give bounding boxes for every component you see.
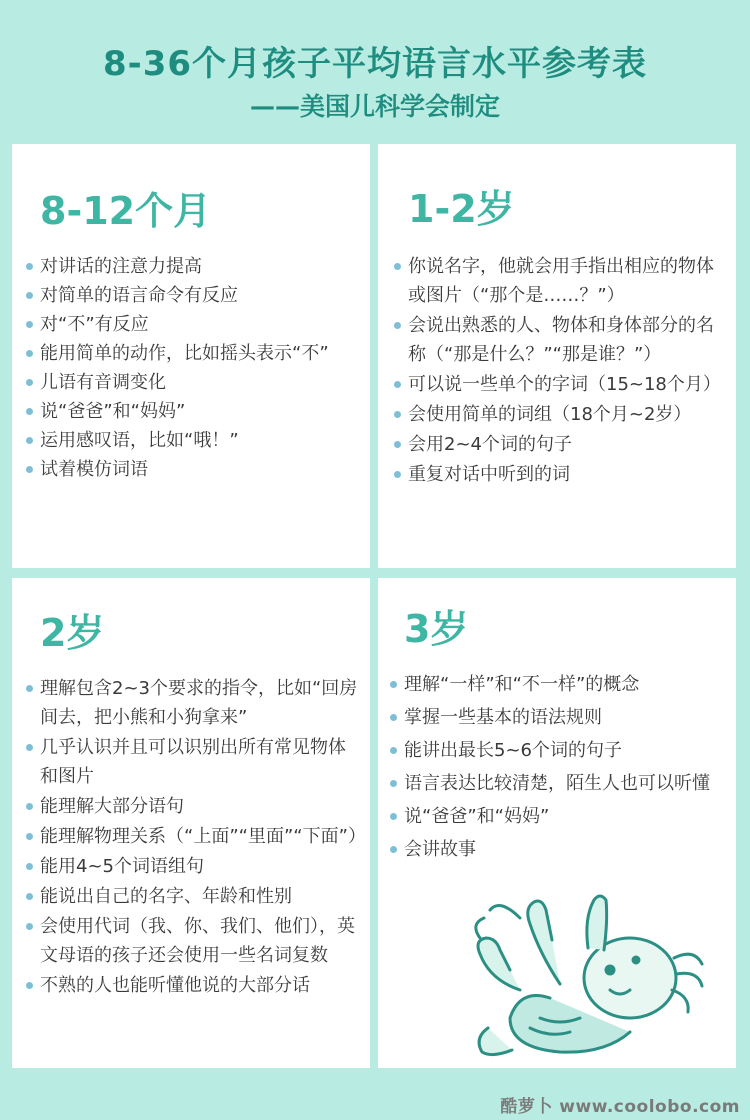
page-title: 8-36个月孩子平均语言水平参考表 bbox=[102, 44, 648, 84]
milestone-list bbox=[390, 668, 726, 866]
bullet-dot-icon bbox=[390, 681, 397, 688]
header bbox=[0, 40, 750, 124]
bullet-dot-icon bbox=[26, 685, 33, 692]
bullet-dot-icon bbox=[26, 292, 33, 299]
card-heading: 1-2岁 bbox=[408, 187, 515, 231]
bullet-dot-icon bbox=[26, 863, 33, 870]
list-item: 你说名字，他就会用手指出相应的物体或图片（“那个是……？”） bbox=[394, 252, 726, 310]
bullet-dot-icon bbox=[26, 437, 33, 444]
bullet-dot-icon bbox=[26, 803, 33, 810]
list-item: 语言表达比较清楚，陌生人也可以听懂 bbox=[390, 767, 726, 800]
list-item: 能理解物理关系（“上面”“里面”“下面”） bbox=[26, 822, 362, 851]
page-subtitle: ——美国儿科学会制定 bbox=[249, 92, 500, 121]
list-item: 能用简单的动作，比如摇头表示“不” bbox=[26, 339, 362, 368]
list-item: 掌握一些基本的语法规则 bbox=[390, 701, 726, 734]
bullet-dot-icon bbox=[26, 321, 33, 328]
list-item: 对“不”有反应 bbox=[26, 310, 362, 339]
list-item: 理解“一样”和“不一样”的概念 bbox=[390, 668, 726, 701]
list-item: 会讲故事 bbox=[390, 833, 726, 866]
milestone-list bbox=[26, 674, 366, 1001]
list-item: 说“爸爸”和“妈妈” bbox=[26, 397, 362, 426]
list-item: 会说出熟悉的人、物体和身体部分的名称（“那是什么？”“那是谁？”） bbox=[394, 311, 726, 369]
list-item: 说“爸爸”和“妈妈” bbox=[390, 800, 726, 833]
bullet-dot-icon bbox=[26, 893, 33, 900]
list-item: 不熟的人也能听懂他说的大部分话 bbox=[26, 971, 362, 1000]
list-item: 儿语有音调变化 bbox=[26, 368, 362, 397]
bullet-dot-icon bbox=[390, 714, 397, 721]
list-item: 对讲话的注意力提高 bbox=[26, 252, 362, 281]
bullet-dot-icon bbox=[390, 813, 397, 820]
card-1-2-years bbox=[378, 144, 736, 568]
milestone-list bbox=[394, 252, 726, 490]
bullet-dot-icon bbox=[394, 471, 401, 478]
list-item: 能讲出最长5~6个词的句子 bbox=[390, 734, 726, 767]
list-item: 可以说一些单个的字词（15~18个月） bbox=[394, 370, 726, 399]
bullet-dot-icon bbox=[390, 846, 397, 853]
card-heading: 3岁 bbox=[404, 607, 469, 651]
bullet-dot-icon bbox=[26, 923, 33, 930]
list-item: 能说出自己的名字、年龄和性别 bbox=[26, 882, 362, 911]
list-item: 会使用简单的词组（18个月~2岁） bbox=[394, 400, 726, 429]
bullet-dot-icon bbox=[394, 322, 401, 329]
bullet-dot-icon bbox=[26, 350, 33, 357]
list-item: 重复对话中听到的词 bbox=[394, 460, 726, 489]
bullet-dot-icon bbox=[26, 263, 33, 270]
list-item: 几乎认识并且可以识别出所有常见物体和图片 bbox=[26, 733, 362, 791]
bullet-dot-icon bbox=[26, 982, 33, 989]
card-3-years bbox=[378, 578, 736, 1068]
list-item: 理解包含2~3个要求的指令，比如“回房间去，把小熊和小狗拿来” bbox=[26, 674, 362, 732]
list-item: 对简单的语言命令有反应 bbox=[26, 281, 362, 310]
list-item: 能理解大部分语句 bbox=[26, 792, 362, 821]
milestone-list bbox=[26, 252, 362, 484]
bullet-dot-icon bbox=[26, 379, 33, 386]
bullet-dot-icon bbox=[390, 780, 397, 787]
card-2-years bbox=[12, 578, 370, 1068]
list-item: 会使用代词（我、你、我们、他们），英文母语的孩子还会使用一些名词复数 bbox=[26, 912, 362, 970]
list-item: 试着模仿词语 bbox=[26, 455, 362, 484]
list-item: 会用2~4个词的句子 bbox=[394, 430, 726, 459]
bullet-dot-icon bbox=[26, 466, 33, 473]
bullet-dot-icon bbox=[394, 441, 401, 448]
card-heading: 8-12个月 bbox=[40, 189, 212, 233]
list-item: 能用4~5个词语组句 bbox=[26, 852, 362, 881]
bullet-dot-icon bbox=[394, 411, 401, 418]
bullet-dot-icon bbox=[26, 408, 33, 415]
bullet-dot-icon bbox=[394, 381, 401, 388]
bullet-dot-icon bbox=[26, 833, 33, 840]
baby-illustration-icon bbox=[460, 878, 710, 1058]
list-item: 运用感叹语，比如“哦！” bbox=[26, 426, 362, 455]
card-8-12-months bbox=[12, 144, 370, 568]
watermark: 酷萝卜 www.coolobo.com bbox=[500, 1097, 740, 1117]
bullet-dot-icon bbox=[26, 744, 33, 751]
card-heading: 2岁 bbox=[40, 611, 105, 655]
bullet-dot-icon bbox=[390, 747, 397, 754]
bullet-dot-icon bbox=[394, 263, 401, 270]
